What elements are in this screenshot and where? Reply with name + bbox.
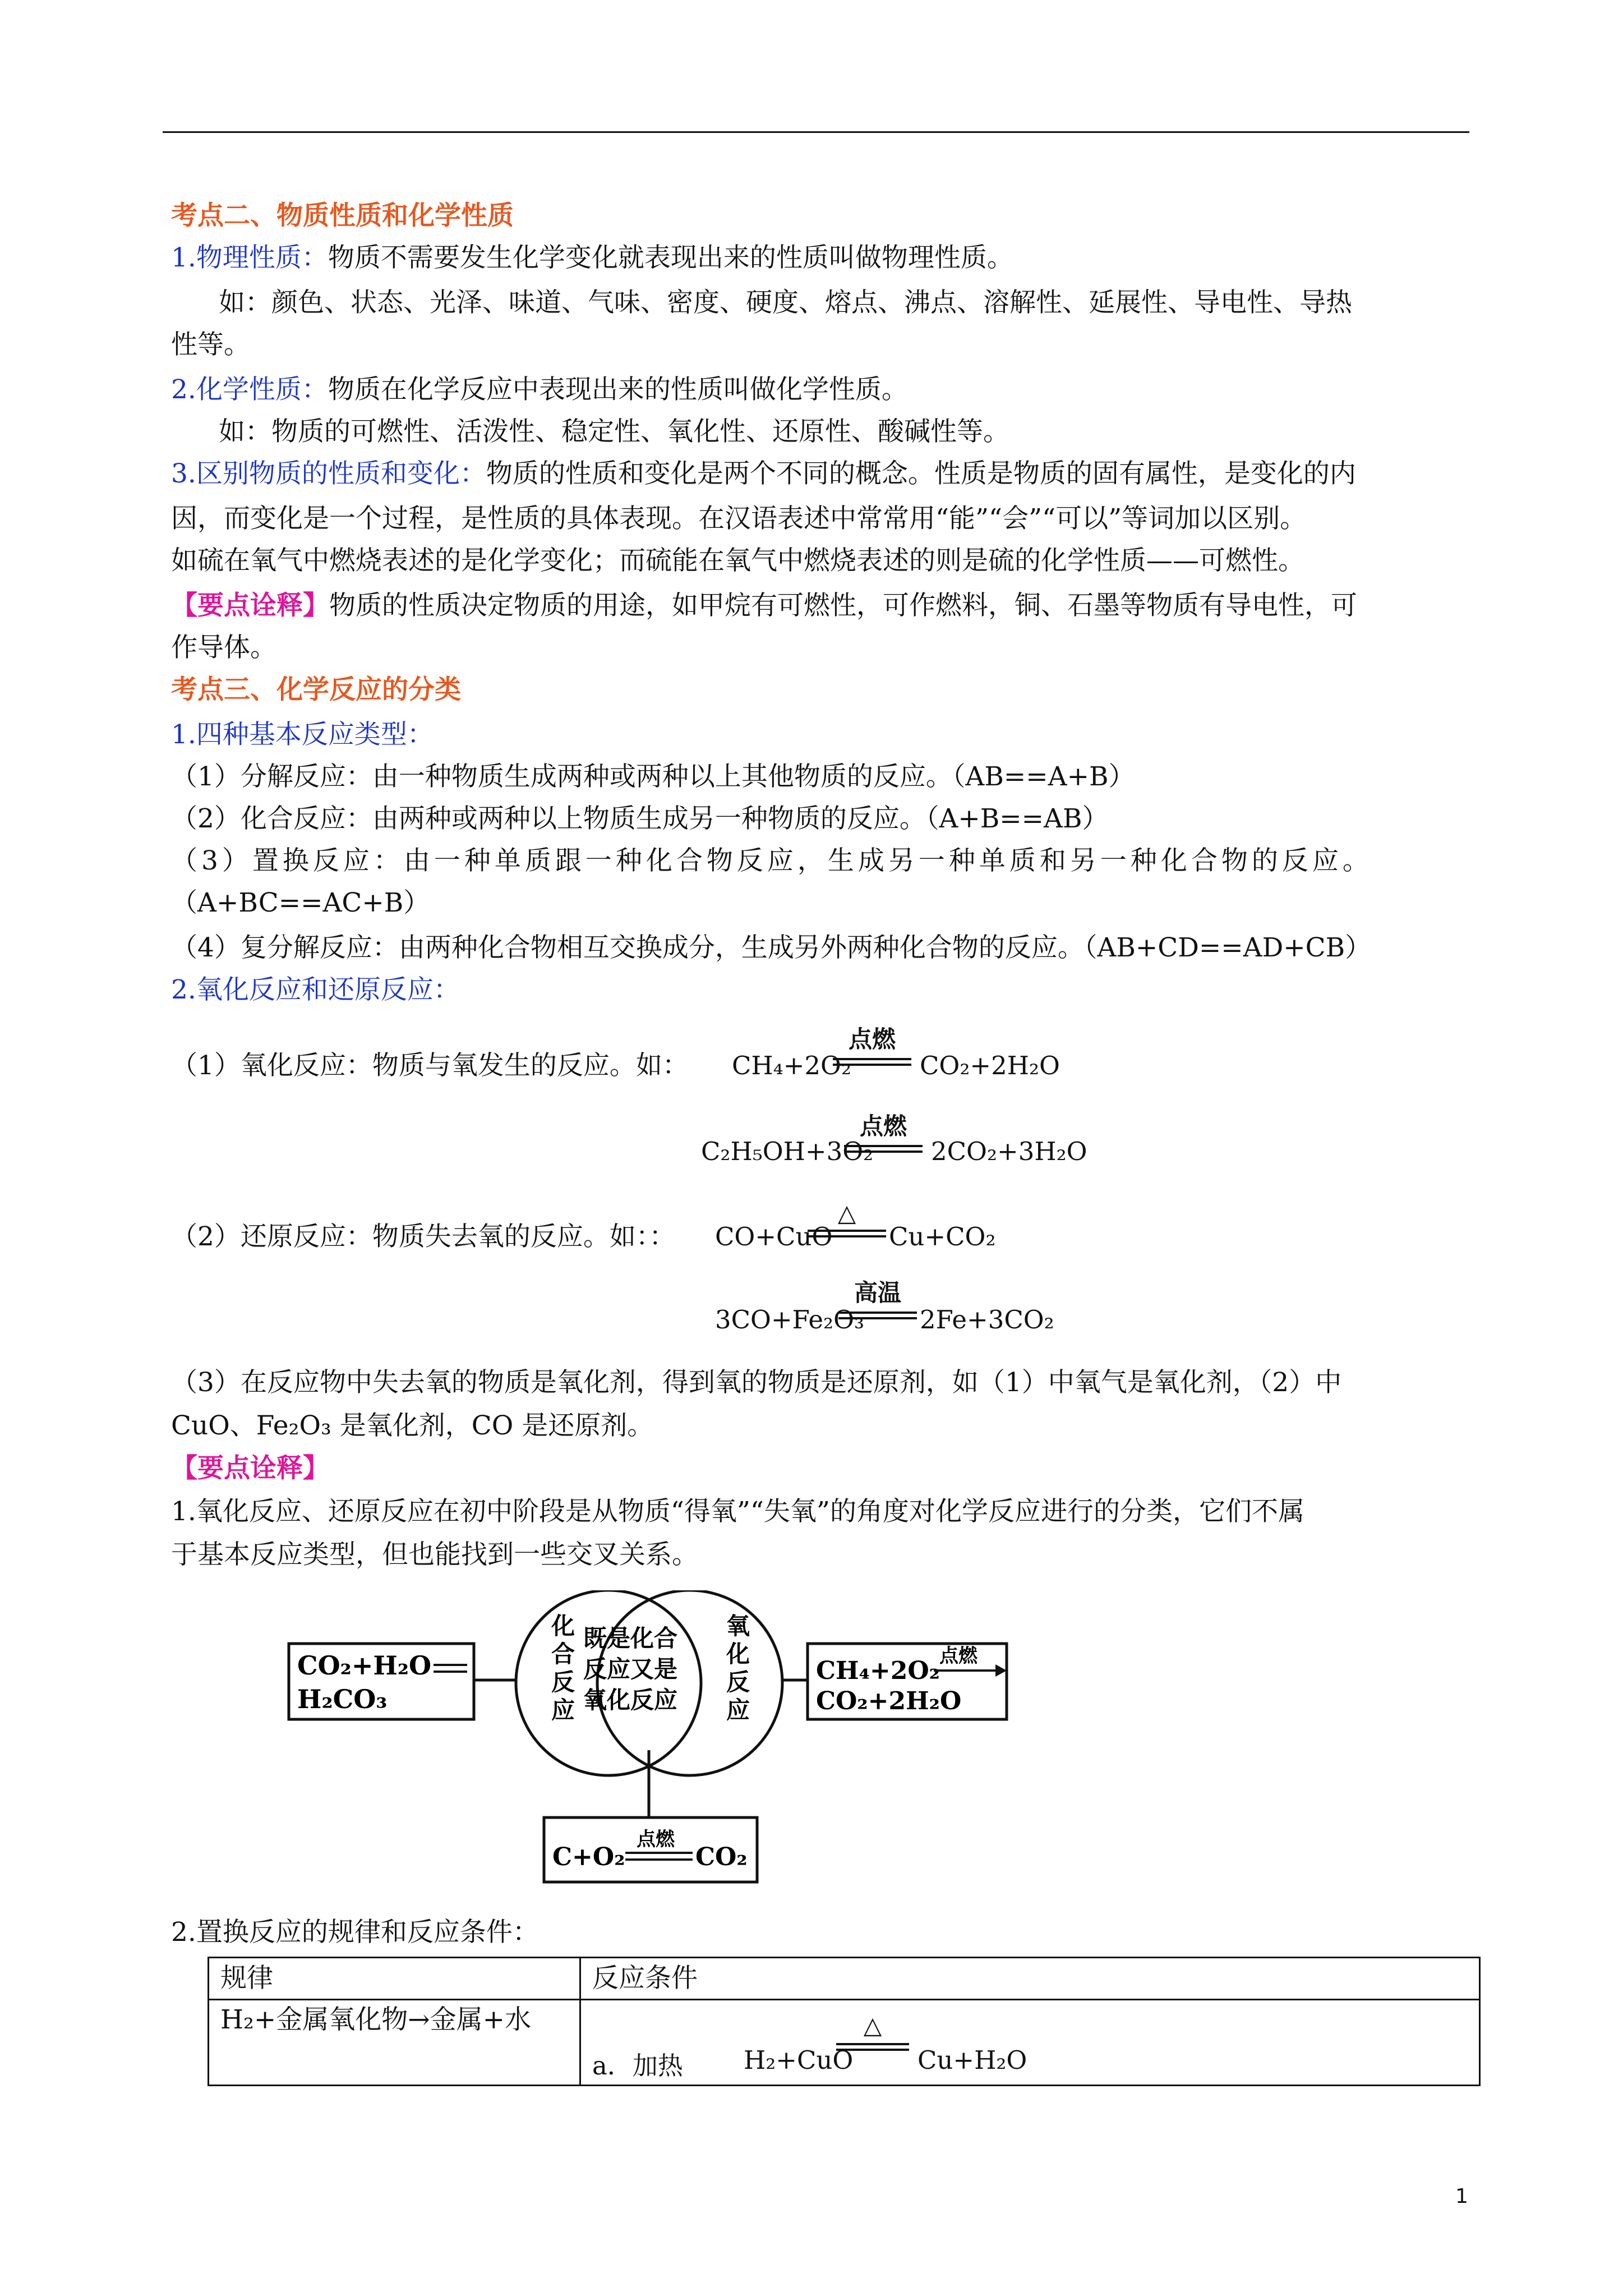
table-row1-condition-cell xyxy=(580,2000,1480,2086)
right-box-line2: CO₂+2H₂O xyxy=(816,1687,962,1715)
chemical-example: 如：物质的可燃性、活泼性、稳定性、氧化性、还原性、酸碱性等。 xyxy=(219,416,1009,447)
redox-label: 2.氧化反应和还原反应： xyxy=(171,974,460,1005)
table-row1-left: H₂+CuO xyxy=(744,2045,854,2075)
right-box-arrow-head xyxy=(995,1664,1007,1677)
right-circle-char-4: 应 xyxy=(726,1696,750,1724)
table-row1-condition: △ xyxy=(863,2012,882,2039)
physical-property-line xyxy=(171,241,1013,275)
left-box-line2: H₂CO₃ xyxy=(297,1684,388,1714)
eq1-right: CO₂+2H₂O xyxy=(920,1051,1060,1080)
table-row1-rule: H₂+金属氧化物→金属+水 xyxy=(209,2000,580,2086)
table-row1-condition-label: a．加热 xyxy=(592,2051,683,2081)
eq3-arrow xyxy=(808,1200,886,1245)
chemical-property-label: 2.化学性质： xyxy=(171,374,328,405)
physical-property-label: 1.物理性质： xyxy=(171,242,328,273)
bottom-box-right: CO₂ xyxy=(695,1843,748,1871)
table-row1-arrow xyxy=(836,2012,909,2062)
center-line-1: 既是化合 xyxy=(583,1625,678,1652)
key-note-label: 【要点诠释】 xyxy=(171,590,329,621)
note1-line-a: 1.氧化反应、还原反应在初中阶段是从物质“得氧”“失氧”的角度对化学反应进行的分类，它们不属 xyxy=(171,1496,1304,1527)
chemical-property-text: 物质在化学反应中表现出来的性质叫做化学性质。 xyxy=(328,374,908,405)
right-circle-char-1: 氧 xyxy=(726,1612,750,1640)
displacement-line-b: （A+BC==AC+B） xyxy=(171,887,430,918)
eq2-equal-bars xyxy=(844,1145,923,1153)
physical-example-a: 如：颜色、状态、光泽、味道、气味、密度、硬度、熔点、沸点、溶解性、延展性、导电性、导热 xyxy=(219,287,1352,318)
eq2-condition: 点燃 xyxy=(859,1112,907,1140)
table-row1-equal-bars xyxy=(836,2043,909,2051)
key-note-line xyxy=(171,589,1357,623)
table-row1-right: Cu+H₂O xyxy=(917,2045,1027,2075)
reaction-venn-diagram xyxy=(283,1590,1023,1904)
left-circle-char-1: 化 xyxy=(551,1612,575,1640)
double-decomposition-line: （4）复分解反应：由两种化合物相互交换成分，生成另外两种化合物的反应。（AB+CD==AD+CB） xyxy=(171,932,1372,963)
distinguish-line xyxy=(171,457,1356,491)
eq2-arrow xyxy=(844,1114,923,1158)
eq2-right: 2CO₂+3H₂O xyxy=(931,1137,1087,1166)
section2-title: 考点二、物质性质和化学性质 xyxy=(171,200,514,231)
right-box-condition: 点燃 xyxy=(939,1645,978,1667)
center-line-3: 氧化反应 xyxy=(583,1686,678,1714)
table-header-rule: 规律 xyxy=(209,1958,580,2000)
reaction-types-label: 1.四种基本反应类型： xyxy=(171,719,434,750)
distinguish-text-c: 如硫在氧气中燃烧表述的是化学变化；而硫能在氧气中燃烧表述的则是硫的化学性质——可燃性。 xyxy=(171,545,1304,576)
eq4-left: 3CO+Fe₂O₃ xyxy=(715,1305,865,1335)
left-box-line1: CO₂+H₂O xyxy=(297,1650,432,1681)
eq1-left: CH₄+2O₂ xyxy=(732,1051,851,1080)
decomposition-line: （1）分解反应：由一种物质生成两种或两种以上其他物质的反应。（AB==A+B） xyxy=(171,761,1135,792)
combination-line: （2）化合反应：由两种或两种以上物质生成另一种物质的反应。（A+B==AB） xyxy=(171,803,1109,834)
reduction-line: （2）还原反应：物质失去氧的反应。如：： xyxy=(171,1221,676,1252)
right-box-line1: CH₄+2O₂ xyxy=(816,1657,940,1685)
table-row xyxy=(209,2000,1480,2086)
eq3-left: CO+CuO xyxy=(715,1222,833,1251)
table-header-row xyxy=(209,1958,1480,2000)
eq1-equal-bars xyxy=(833,1058,911,1066)
right-circle-char-2: 化 xyxy=(726,1640,750,1668)
distinguish-text-a: 物质的性质和变化是两个不同的概念。性质是物质的固有属性，是变化的内 xyxy=(486,458,1356,489)
eq4-arrow xyxy=(838,1280,917,1325)
bottom-box-condition: 点燃 xyxy=(637,1828,675,1851)
eq1-condition: 点燃 xyxy=(848,1025,896,1053)
distinguish-label: 3.区别物质的性质和变化： xyxy=(171,458,486,489)
left-circle-char-3: 反 xyxy=(551,1668,575,1696)
chemical-property-line xyxy=(171,373,908,407)
center-line-2: 反应又是 xyxy=(583,1655,678,1683)
eq3-equal-bars xyxy=(808,1230,886,1237)
page-number: 1 xyxy=(1455,2185,1468,2208)
key-note-text-a: 物质的性质决定物质的用途，如甲烷有可燃性，可作燃料，铜、石墨等物质有导电性，可 xyxy=(329,590,1357,621)
oxidation-circle xyxy=(597,1590,782,1775)
eq4-right: 2Fe+3CO₂ xyxy=(920,1305,1054,1335)
eq2-left: C₂H₅OH+3O₂ xyxy=(701,1137,874,1166)
agent-line-b: CuO、Fe₂O₃ 是氧化剂，CO 是还原剂。 xyxy=(171,1410,654,1441)
physical-example-b: 性等。 xyxy=(171,329,250,360)
eq1-arrow xyxy=(833,1027,911,1071)
displacement-line-a: （3）置换反应：由一种单质跟一种化合物反应，生成另一种单质和另一种化合物的反应。 xyxy=(171,845,1373,876)
distinguish-text-b: 因，而变化是一个过程，是性质的具体表现。在汉语表述中常常用“能”“会”“可以”等词加以区别。 xyxy=(171,503,1307,534)
eq4-condition: 高温 xyxy=(854,1279,901,1306)
left-circle-char-2: 合 xyxy=(551,1640,575,1668)
eq4-equal-bars xyxy=(838,1312,917,1319)
key-note-text-b: 作导体。 xyxy=(171,632,276,663)
agent-line-a: （3）在反应物中失去氧的物质是氧化剂，得到氧的物质是还原剂，如（1）中氧气是氧化剂，（2）中 xyxy=(171,1367,1342,1398)
bottom-box-left: C+O₂ xyxy=(552,1843,625,1871)
eq3-right: Cu+CO₂ xyxy=(889,1222,996,1251)
note1-line-b: 于基本反应类型，但也能找到一些交叉关系。 xyxy=(171,1539,698,1570)
left-circle-char-4: 应 xyxy=(551,1696,575,1724)
physical-property-text: 物质不需要发生化学变化就表现出来的性质叫做物理性质。 xyxy=(328,242,1013,273)
header-rule xyxy=(163,131,1469,133)
combination-circle xyxy=(516,1590,701,1775)
key-note2-label: 【要点诠释】 xyxy=(171,1453,329,1484)
eq3-condition: △ xyxy=(837,1199,856,1227)
displacement-table xyxy=(208,1957,1481,2086)
table-header-condition: 反应条件 xyxy=(580,1958,1480,2000)
section3-title: 考点三、化学反应的分类 xyxy=(171,674,461,705)
note2-line: 2.置换反应的规律和反应条件： xyxy=(171,1917,539,1948)
right-circle-char-3: 反 xyxy=(726,1668,750,1696)
oxidation-line: （1）氧化反应：物质与氧发生的反应。如： xyxy=(171,1050,689,1081)
